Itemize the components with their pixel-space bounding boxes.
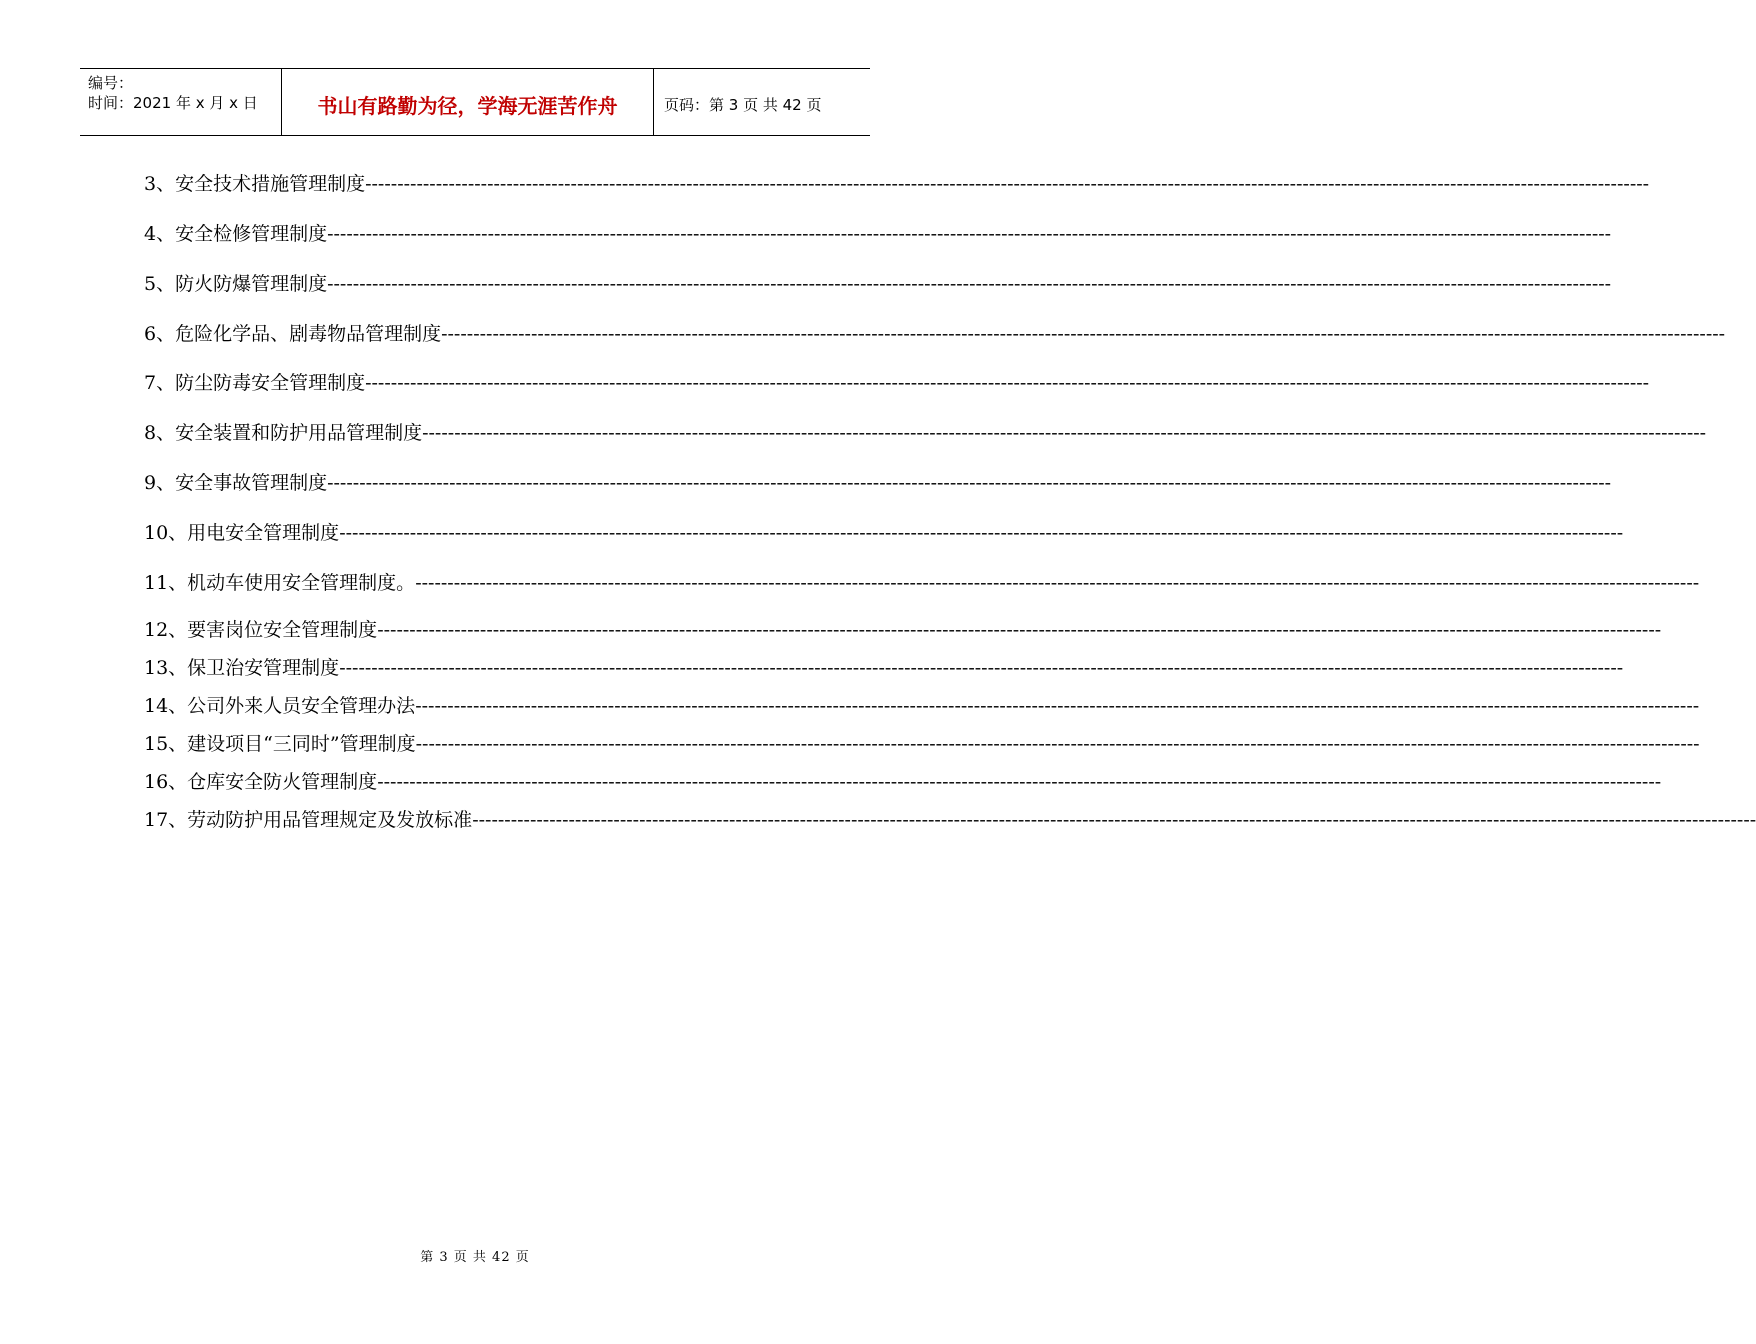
toc-item[interactable]	[144, 422, 1707, 444]
toc-item-label: 10、用电安全管理制度	[144, 522, 340, 544]
page-footer	[0, 1246, 950, 1265]
toc-item[interactable]	[144, 323, 1726, 345]
toc-leader-dashes: --------------------------------------------------------------------------------------------------------------------------------------------------------------------------------------------------------	[415, 733, 1700, 755]
toc-item[interactable]	[144, 372, 1650, 394]
toc-item[interactable]	[144, 695, 1700, 717]
toc-item[interactable]	[144, 572, 1700, 594]
footer-page-number: 第 3 页 共 42 页	[420, 1250, 530, 1265]
toc-leader-dashes: --------------------------------------------------------------------------------------------------------------------------------------------------------------------------------------------------------	[415, 572, 1700, 594]
toc-item-label: 3、安全技术措施管理制度	[144, 173, 366, 195]
toc-leader-dashes: --------------------------------------------------------------------------------------------------------------------------------------------------------------------------------------------------------	[339, 522, 1624, 544]
toc-leader-dashes: --------------------------------------------------------------------------------------------------------------------------------------------------------------------------------------------------------	[422, 422, 1707, 444]
toc-item-label: 12、要害岗位安全管理制度	[144, 619, 378, 641]
toc-item-label: 13、保卫治安管理制度	[144, 657, 340, 679]
toc-leader-dashes: --------------------------------------------------------------------------------------------------------------------------------------------------------------------------------------------------------	[327, 472, 1612, 494]
toc-leader-dashes: --------------------------------------------------------------------------------------------------------------------------------------------------------------------------------------------------------	[365, 372, 1650, 394]
doc-time-label: 时间：2021 年 x 月 x 日	[88, 94, 258, 112]
toc-item-label: 16、仓库安全防火管理制度	[144, 771, 378, 793]
toc-leader-dashes: --------------------------------------------------------------------------------------------------------------------------------------------------------------------------------------------------------	[339, 657, 1624, 679]
doc-number-label: 编号：	[88, 74, 134, 92]
toc-leader-dashes: --------------------------------------------------------------------------------------------------------------------------------------------------------------------------------------------------------	[327, 223, 1612, 245]
toc-leader-dashes: --------------------------------------------------------------------------------------------------------------------------------------------------------------------------------------------------------	[377, 619, 1662, 641]
toc-item[interactable]	[144, 619, 1662, 641]
toc-item[interactable]	[144, 223, 1612, 245]
motto-text: 书山有路勤为径，学海无涯苦作舟	[317, 93, 618, 118]
toc-item[interactable]	[144, 273, 1612, 295]
toc-item-label: 11、机动车使用安全管理制度。	[144, 572, 416, 594]
toc-item[interactable]	[144, 809, 1756, 831]
toc-leader-dashes: --------------------------------------------------------------------------------------------------------------------------------------------------------------------------------------------------------	[441, 323, 1726, 345]
toc-item-label: 5、防火防爆管理制度	[144, 273, 328, 295]
toc-item[interactable]	[144, 771, 1662, 793]
toc-item-label: 4、安全检修管理制度	[144, 223, 328, 245]
toc-item-label: 9、安全事故管理制度	[144, 472, 328, 494]
toc-item-label: 8、安全装置和防护用品管理制度	[144, 422, 423, 444]
toc-item[interactable]	[144, 522, 1624, 544]
toc-leader-dashes: --------------------------------------------------------------------------------------------------------------------------------------------------------------------------------------------------------	[365, 173, 1650, 195]
toc-leader-dashes: --------------------------------------------------------------------------------------------------------------------------------------------------------------------------------------------------------	[472, 809, 1756, 831]
toc-item[interactable]	[144, 173, 1650, 195]
page-info-text: 页码：第 3 页 共 42 页	[664, 95, 822, 114]
toc-item-label: 17、劳动防护用品管理规定及发放标准	[144, 809, 473, 831]
toc-leader-dashes: --------------------------------------------------------------------------------------------------------------------------------------------------------------------------------------------------------	[415, 695, 1700, 717]
toc-item-label: 7、防尘防毒安全管理制度	[144, 372, 366, 394]
toc-item-label: 15、建设项目“三同时”管理制度	[144, 733, 416, 755]
toc-item-label: 14、公司外来人员安全管理办法	[144, 695, 416, 717]
toc-leader-dashes: --------------------------------------------------------------------------------------------------------------------------------------------------------------------------------------------------------	[327, 273, 1612, 295]
toc-item[interactable]	[144, 733, 1700, 755]
toc-item[interactable]	[144, 472, 1612, 494]
toc-item-label: 6、危险化学品、剧毒物品管理制度	[144, 323, 442, 345]
toc-item[interactable]	[144, 657, 1624, 679]
toc-leader-dashes: --------------------------------------------------------------------------------------------------------------------------------------------------------------------------------------------------------	[377, 771, 1662, 793]
